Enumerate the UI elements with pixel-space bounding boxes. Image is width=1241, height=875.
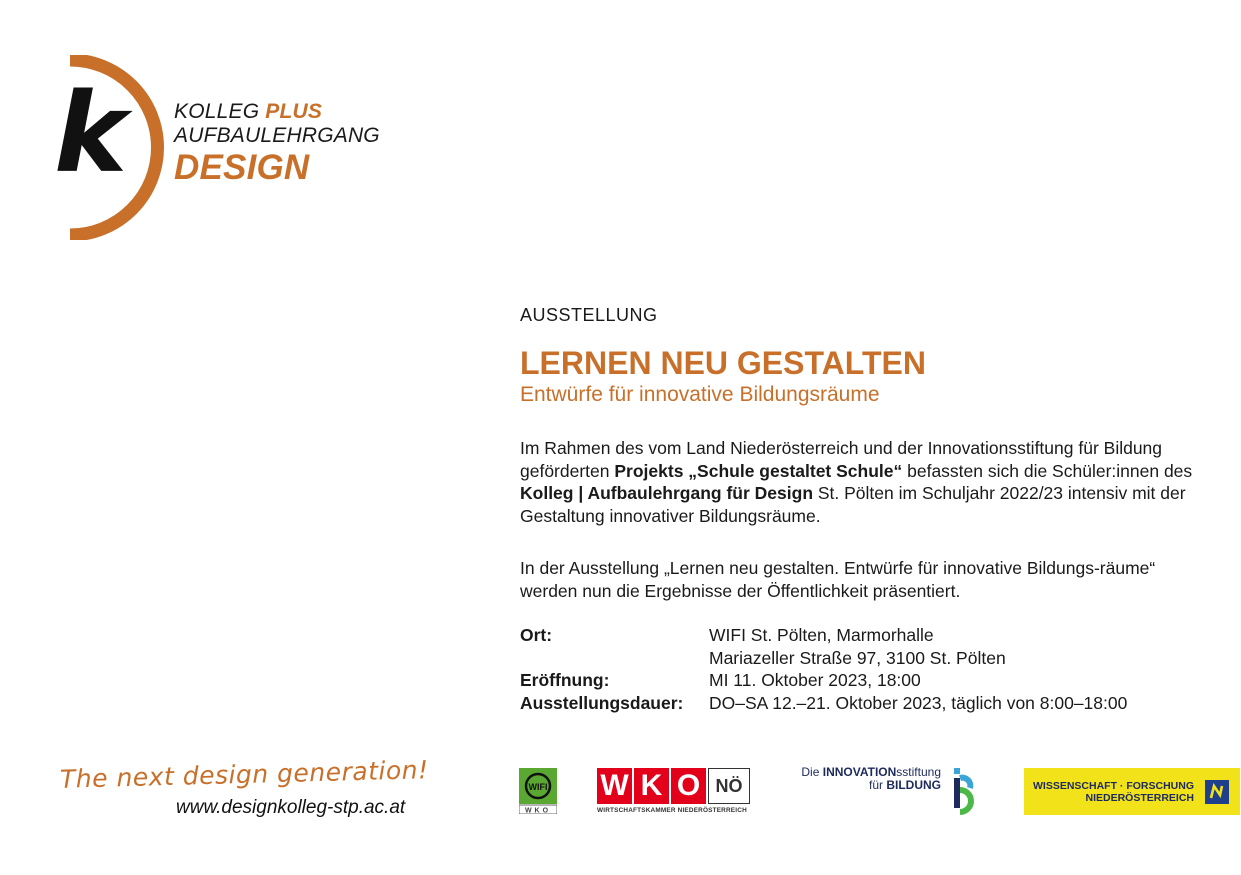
opening-label: Eröffnung: <box>520 670 610 691</box>
wko-region: NÖ <box>708 768 750 804</box>
kicker: AUSSTELLUNG <box>520 305 658 325</box>
wko-letter-o: O <box>671 768 706 804</box>
logo-line-1: KOLLEG PLUS <box>174 100 323 123</box>
logo-line-2: AUFBAULEHRGANG <box>174 124 380 147</box>
wko-letter-w: W <box>597 768 632 804</box>
opening-value: MI 11. Oktober 2023, 18:00 <box>709 670 921 691</box>
exhibition-info <box>520 305 1200 714</box>
school-name: Kolleg | Aufbaulehrgang für Design <box>520 483 814 504</box>
opening-row <box>520 669 1200 692</box>
location-row <box>520 624 1200 669</box>
duration-label: Ausstellungsdauer: <box>520 692 684 713</box>
website-link[interactable]: www.designkolleg-stp.ac.at <box>176 797 406 818</box>
svg-text:WIFI: WIFI <box>528 782 548 792</box>
project-name: Projekts „Schule gestaltet Schule“ <box>614 460 903 481</box>
innovationsstiftung-text: Die INNOVATIONsstiftung für BILDUNG <box>801 765 941 792</box>
noe-wissenschaft-text: WISSENSCHAFT · FORSCHUNG NIEDERÖSTERREICH <box>1033 780 1194 804</box>
noe-shield-icon <box>1205 780 1229 804</box>
location-value: WIFI St. Pölten, Marmorhalle Mariazeller Straße 97, 3100 St. Pölten <box>709 625 1006 668</box>
slogan: The next design generation! <box>59 755 429 794</box>
page-subtitle: Entwürfe für innovative Bildungsräume <box>520 383 880 407</box>
kolleg-logo <box>50 55 390 240</box>
wko-letter-k: K <box>634 768 669 804</box>
event-details <box>520 624 1200 714</box>
svg-text:WKO: WKO <box>524 807 552 814</box>
page-title: LERNEN NEU GESTALTEN <box>520 345 926 381</box>
logo-letter: k <box>54 69 128 197</box>
noe-wissenschaft-logo <box>1024 768 1240 815</box>
wifi-logo <box>519 768 557 814</box>
duration-value: DO–SA 12.–21. Oktober 2023, täglich von 8:00–18:00 <box>709 692 1128 713</box>
logo-plus: PLUS <box>265 100 323 123</box>
wko-subtitle: WIRTSCHAFTSKAMMER NIEDERÖSTERREICH <box>597 807 747 814</box>
wifi-logo-icon <box>519 768 557 814</box>
exhibition-paragraph: In der Ausstellung „Lernen neu gestalten. Entwürfe für innovative Bildungs-räume“ werden nun die Ergebnisse der Öffentlichkeit präsentiert. <box>520 558 1156 601</box>
intro-paragraph: Im Rahmen des vom Land Niederösterreich und der Innovationsstiftung für Bildung geförderten Projekts „Schule gestaltet Schule“ befassten sich die Schüler:innen des Kolleg | Aufbaulehrgang für Design St. Pölten im Schuljahr 2022/23 intensiv mit der Gestaltung innovativer Bildungsräume. <box>520 438 1193 526</box>
location-label: Ort: <box>520 625 553 646</box>
wko-logo <box>597 768 752 816</box>
innovationsstiftung-logo <box>796 766 986 818</box>
innovationsstiftung-icon <box>948 766 982 818</box>
duration-row <box>520 692 1200 715</box>
logo-line-3: DESIGN <box>174 148 310 187</box>
